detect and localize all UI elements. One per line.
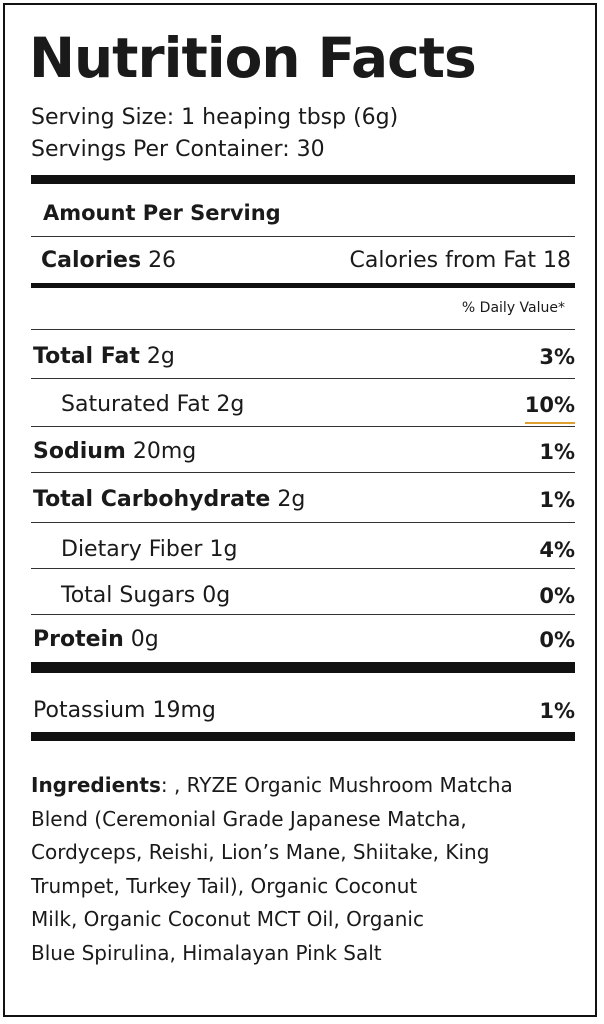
daily-value: 1% xyxy=(539,488,575,512)
divider xyxy=(31,472,575,473)
nutrition-facts-label xyxy=(3,3,597,1017)
nutrient-label: Protein 0g xyxy=(33,627,159,652)
divider xyxy=(31,568,575,569)
ingredients-line: Milk, Organic Coconut MCT Oil, Organic xyxy=(31,907,424,931)
medium-divider xyxy=(31,283,575,288)
ingredients-line: Blend (Ceremonial Grade Japanese Matcha, xyxy=(31,806,467,831)
ingredients-text xyxy=(31,769,581,970)
daily-value: 0% xyxy=(539,628,575,652)
serving-size: Serving Size: 1 heaping tbsp (6g) xyxy=(31,105,399,130)
nutrient-row-total-sugars xyxy=(31,575,575,617)
servings-per-container: Servings Per Container: 30 xyxy=(31,137,325,162)
nutrient-row-sodium xyxy=(31,431,575,473)
nutrient-label: Total Carbohydrate 2g xyxy=(33,487,306,512)
daily-value: 1% xyxy=(539,440,575,464)
divider xyxy=(31,426,575,427)
divider xyxy=(31,522,575,523)
nutrient-row-potassium xyxy=(31,690,575,732)
nutrient-label: Total Sugars 0g xyxy=(61,583,231,608)
label-title: Nutrition Facts xyxy=(29,26,476,90)
nutrient-label: Potassium 19mg xyxy=(33,698,216,723)
ingredients-line: Blue Spirulina, Himalayan Pink Salt xyxy=(31,940,382,965)
ingredients-label: Ingredients xyxy=(31,773,161,797)
daily-value: 10% xyxy=(525,388,575,424)
thick-divider-bottom xyxy=(31,732,575,741)
nutrient-row-total-carbohydrate xyxy=(31,479,575,521)
nutrient-row-dietary-fiber xyxy=(31,529,575,571)
divider xyxy=(31,378,575,379)
nutrient-label: Total Fat 2g xyxy=(33,344,175,369)
daily-value: 0% xyxy=(539,584,575,608)
daily-value: 4% xyxy=(539,538,575,562)
thick-divider-middle xyxy=(31,662,575,673)
calories-value: 26 xyxy=(148,248,177,273)
nutrient-row-total-fat xyxy=(31,336,575,378)
daily-value-header: % Daily Value* xyxy=(461,300,565,316)
nutrient-row-protein xyxy=(31,619,575,661)
calories-row xyxy=(41,243,176,279)
nutrient-label: Saturated Fat 2g xyxy=(61,392,245,417)
daily-value: 3% xyxy=(539,345,575,369)
divider xyxy=(31,614,575,615)
daily-value: 1% xyxy=(539,699,575,723)
thick-divider-top xyxy=(31,175,575,184)
ingredients-line: Cordyceps, Reishi, Lion’s Mane, Shiitake, King xyxy=(31,840,490,864)
amount-per-serving: Amount Per Serving xyxy=(43,201,281,225)
divider xyxy=(31,329,575,330)
nutrient-row-saturated-fat xyxy=(31,384,575,426)
calories-from-fat: Calories from Fat 18 xyxy=(349,248,571,273)
ingredients-line: Trumpet, Turkey Tail), Organic Coconut xyxy=(31,873,418,898)
nutrient-label: Dietary Fiber 1g xyxy=(61,537,238,562)
ingredients-line: Ingredients: , RYZE Organic Mushroom Matcha xyxy=(31,773,513,797)
nutrient-label: Sodium 20mg xyxy=(33,439,197,464)
calories-label: Calories xyxy=(41,248,142,273)
divider xyxy=(31,236,575,237)
